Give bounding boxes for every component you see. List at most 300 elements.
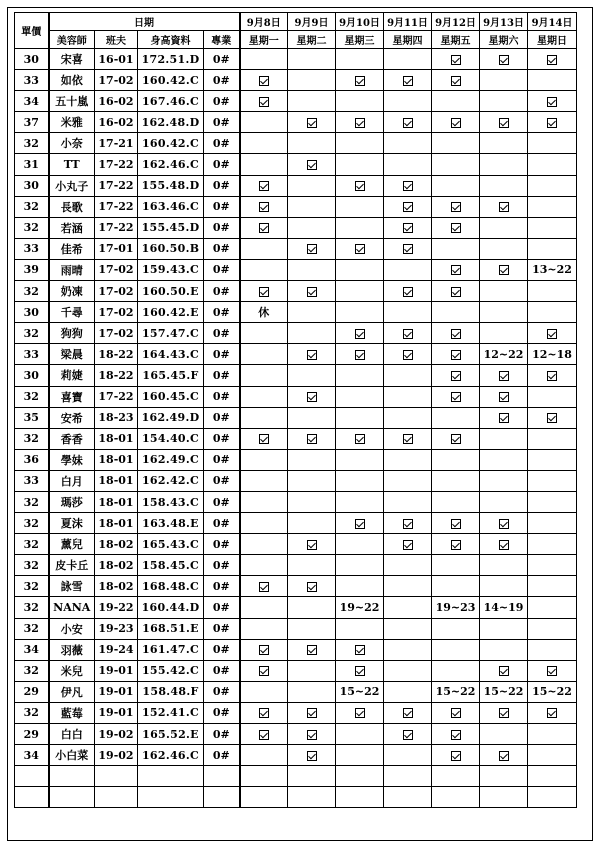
table-row [15,217,577,238]
profile-cell: 157.47.C [138,323,204,344]
price-cell: 32 [15,660,49,681]
day-cell [432,49,480,70]
day-cell [288,449,336,470]
specialty-cell: 0# [204,302,240,323]
price-cell: 30 [15,365,49,386]
table-row [15,323,577,344]
specialty-cell: 0# [204,217,240,238]
day-cell [240,70,288,91]
day-cell [240,281,288,302]
empty-cell [384,787,432,808]
day-cell [432,217,480,238]
price-cell: 30 [15,175,49,196]
day-cell [480,281,528,302]
day-cell [480,470,528,491]
beautician-cell: 學妹 [49,449,95,470]
day-cell [432,365,480,386]
day-cell [336,112,384,133]
profile-cell: 165.52.E [138,724,204,745]
day-cell [528,702,577,723]
day-cell [384,660,432,681]
checkbox-checked-icon [307,160,317,170]
day-cell [384,386,432,407]
day-cell [288,745,336,766]
day-cell [432,344,480,365]
day-cell [480,724,528,745]
class-cell: 17-02 [95,281,138,302]
beautician-cell: 小丸子 [49,175,95,196]
day-cell: 15~22 [432,681,480,702]
day-cell: 19~23 [432,597,480,618]
price-cell: 32 [15,491,49,512]
specialty-cell: 0# [204,681,240,702]
beautician-cell: 五十嵐 [49,91,95,112]
checkbox-checked-icon [403,118,413,128]
class-cell: 18-01 [95,491,138,512]
day-cell [480,618,528,639]
checkbox-checked-icon [307,708,317,718]
checkbox-checked-icon [499,666,509,676]
checkbox-checked-icon [355,434,365,444]
header-row-weekdays [15,31,577,49]
checkbox-checked-icon [259,287,269,297]
table-row [15,576,577,597]
day-cell [480,49,528,70]
beautician-cell: 奶凍 [49,281,95,302]
day-cell [288,281,336,302]
day-cell [336,618,384,639]
table-row [15,724,577,745]
table-row [15,154,577,175]
checkbox-checked-icon [403,434,413,444]
day-cell [240,470,288,491]
day-cell: 14~19 [480,597,528,618]
price-cell: 36 [15,449,49,470]
day-cell [240,618,288,639]
day-cell [336,91,384,112]
day-cell: 13~22 [528,259,577,280]
specialty-cell: 0# [204,639,240,660]
day-cell [480,238,528,259]
table-row [15,196,577,217]
checkbox-checked-icon [355,708,365,718]
beautician-cell: 香香 [49,428,95,449]
day-cell [432,154,480,175]
checkbox-checked-icon [259,181,269,191]
checkbox-checked-icon [307,540,317,550]
checkbox-checked-icon [451,118,461,128]
specialty-cell: 0# [204,323,240,344]
day-cell [384,91,432,112]
day-cell [384,365,432,386]
day-cell [432,702,480,723]
day-cell [336,702,384,723]
checkbox-checked-icon [259,730,269,740]
day-cell [528,407,577,428]
checkbox-checked-icon [547,97,557,107]
class-cell: 16-02 [95,91,138,112]
day-cell [240,154,288,175]
day-cell: 15~22 [528,681,577,702]
price-cell: 32 [15,534,49,555]
day-cell [528,555,577,576]
day-cell [384,555,432,576]
empty-cell [432,766,480,787]
day-cell [336,534,384,555]
day-cell [336,386,384,407]
day-cell [432,555,480,576]
specialty-cell: 0# [204,513,240,534]
specialty-cell: 0# [204,49,240,70]
day-cell [240,724,288,745]
empty-cell [95,766,138,787]
checkbox-checked-icon [259,666,269,676]
checkbox-checked-icon [355,519,365,529]
beautician-cell: 皮卡丘 [49,555,95,576]
price-cell: 34 [15,639,49,660]
day-cell [336,281,384,302]
checkbox-checked-icon [499,392,509,402]
price-cell: 32 [15,618,49,639]
empty-cell [288,766,336,787]
class-cell: 17-22 [95,217,138,238]
day-cell [240,513,288,534]
day-cell [240,217,288,238]
checkbox-checked-icon [403,181,413,191]
day-cell [336,154,384,175]
price-cell: 37 [15,112,49,133]
day-cell [240,49,288,70]
empty-cell [336,787,384,808]
day-cell [528,49,577,70]
beautician-cell: 白白 [49,724,95,745]
checkbox-checked-icon [355,181,365,191]
price-cell: 32 [15,513,49,534]
specialty-cell: 0# [204,618,240,639]
checkbox-checked-icon [307,645,317,655]
profile-cell: 168.48.C [138,576,204,597]
class-cell: 18-01 [95,428,138,449]
table-row [15,365,577,386]
checkbox-checked-icon [547,329,557,339]
day-cell [528,196,577,217]
specialty-cell: 0# [204,745,240,766]
day-cell [288,639,336,660]
profile-cell: 167.46.C [138,91,204,112]
day-cell [384,639,432,660]
profile-cell: 162.42.C [138,470,204,491]
price-cell: 33 [15,344,49,365]
day-cell [336,344,384,365]
checkbox-checked-icon [307,392,317,402]
day-cell [240,597,288,618]
checkbox-checked-icon [403,350,413,360]
class-cell: 17-22 [95,386,138,407]
table-row [15,618,577,639]
table-row [15,238,577,259]
day-cell [432,724,480,745]
beautician-cell: 莉婕 [49,365,95,386]
empty-cell [432,787,480,808]
day-cell [528,217,577,238]
beautician-header: 美容師 [49,31,95,49]
day-cell [384,618,432,639]
day-cell [432,302,480,323]
date-col: 9月12日 [432,13,480,31]
price-cell: 30 [15,49,49,70]
day-cell [288,428,336,449]
checkbox-checked-icon [547,371,557,381]
price-cell: 30 [15,302,49,323]
weekday-col-sunday: 星期日 [528,31,577,49]
specialty-header: 專業 [204,31,240,49]
day-cell [480,428,528,449]
day-cell [480,513,528,534]
day-cell [528,70,577,91]
table-row [15,702,577,723]
day-cell [240,449,288,470]
profile-cell: 162.49.C [138,449,204,470]
day-cell [480,639,528,660]
empty-cell [384,766,432,787]
day-cell [288,302,336,323]
empty-cell [204,787,240,808]
empty-cell [240,787,288,808]
day-cell [240,259,288,280]
beautician-cell: 瑪莎 [49,491,95,512]
day-cell [528,597,577,618]
day-cell [384,449,432,470]
checkbox-checked-icon [355,118,365,128]
empty-cell [204,766,240,787]
specialty-cell: 0# [204,386,240,407]
day-cell [336,724,384,745]
empty-cell [528,787,577,808]
day-cell [336,217,384,238]
checkbox-checked-icon [451,730,461,740]
price-cell: 31 [15,154,49,175]
table-row [15,597,577,618]
day-cell [384,576,432,597]
profile-header: 身高資料 [138,31,204,49]
specialty-cell: 0# [204,259,240,280]
table-row [15,259,577,280]
checkbox-checked-icon [499,265,509,275]
day-cell [480,323,528,344]
profile-cell: 160.44.D [138,597,204,618]
checkbox-checked-icon [451,202,461,212]
checkbox-checked-icon [499,55,509,65]
price-cell: 33 [15,70,49,91]
specialty-cell: 0# [204,70,240,91]
day-cell [528,91,577,112]
class-cell: 17-01 [95,238,138,259]
class-cell: 18-02 [95,534,138,555]
empty-cell [288,787,336,808]
day-cell [528,449,577,470]
day-cell [288,112,336,133]
day-cell [528,365,577,386]
day-cell [432,449,480,470]
day-cell [240,702,288,723]
class-cell: 17-02 [95,259,138,280]
beautician-cell: 宋喜 [49,49,95,70]
day-cell [240,745,288,766]
profile-cell: 168.51.E [138,618,204,639]
table-row [15,745,577,766]
empty-cell [528,766,577,787]
day-cell [480,217,528,238]
day-cell [384,745,432,766]
class-cell: 19-02 [95,745,138,766]
specialty-cell: 0# [204,91,240,112]
checkbox-checked-icon [451,350,461,360]
profile-cell: 155.42.C [138,660,204,681]
checkbox-checked-icon [307,350,317,360]
day-cell [384,175,432,196]
day-cell [528,639,577,660]
profile-cell: 152.41.C [138,702,204,723]
table-row [15,386,577,407]
checkbox-checked-icon [451,540,461,550]
day-cell [336,323,384,344]
day-cell [432,428,480,449]
checkbox-checked-icon [259,76,269,86]
day-cell [288,513,336,534]
beautician-cell: TT [49,154,95,175]
table-row [15,133,577,154]
day-cell [432,639,480,660]
day-cell [288,555,336,576]
day-cell [432,281,480,302]
checkbox-checked-icon [403,202,413,212]
empty-cell [336,766,384,787]
checkbox-checked-icon [403,223,413,233]
class-cell: 18-23 [95,407,138,428]
table-row [15,175,577,196]
day-cell [336,175,384,196]
profile-cell: 160.50.B [138,238,204,259]
beautician-cell: 小奈 [49,133,95,154]
beautician-cell: 狗狗 [49,323,95,344]
checkbox-checked-icon [547,666,557,676]
checkbox-checked-icon [403,519,413,529]
checkbox-checked-icon [307,287,317,297]
day-cell [384,344,432,365]
day-cell [528,133,577,154]
day-cell [432,534,480,555]
day-cell [480,745,528,766]
price-cell: 39 [15,259,49,280]
day-cell [480,660,528,681]
date-col: 9月10日 [336,13,384,31]
day-cell [480,702,528,723]
day-cell [240,238,288,259]
checkbox-checked-icon [259,582,269,592]
checkbox-checked-icon [451,76,461,86]
price-cell: 32 [15,196,49,217]
weekday-col: 星期二 [288,31,336,49]
day-cell [384,428,432,449]
date-header: 日期 [49,13,240,31]
empty-row [15,787,577,808]
day-cell [528,534,577,555]
day-cell [480,259,528,280]
profile-cell: 160.42.C [138,70,204,91]
day-cell [528,724,577,745]
checkbox-checked-icon [403,730,413,740]
day-cell [288,70,336,91]
checkbox-checked-icon [403,244,413,254]
day-cell [240,555,288,576]
specialty-cell: 0# [204,724,240,745]
day-cell [336,639,384,660]
table-row [15,491,577,512]
day-cell [240,534,288,555]
day-cell [384,407,432,428]
checkbox-checked-icon [451,265,461,275]
day-cell [480,491,528,512]
weekday-col-saturday: 星期六 [480,31,528,49]
day-cell [384,49,432,70]
day-cell [288,534,336,555]
day-cell [336,133,384,154]
weekday-col: 星期三 [336,31,384,49]
day-cell [288,154,336,175]
beautician-cell: 若涵 [49,217,95,238]
price-cell: 32 [15,428,49,449]
checkbox-checked-icon [307,118,317,128]
checkbox-checked-icon [547,118,557,128]
table-row [15,281,577,302]
day-cell [528,112,577,133]
day-cell [480,91,528,112]
profile-cell: 155.48.D [138,175,204,196]
day-cell [528,323,577,344]
beautician-cell: 夏沫 [49,513,95,534]
beautician-cell: 小白菜 [49,745,95,766]
day-cell [288,365,336,386]
day-cell [432,259,480,280]
day-cell [528,428,577,449]
checkbox-checked-icon [451,55,461,65]
day-cell [528,175,577,196]
table-row [15,344,577,365]
day-cell [336,491,384,512]
beautician-cell: 米雅 [49,112,95,133]
day-cell [528,470,577,491]
profile-cell: 162.46.C [138,745,204,766]
table-row [15,112,577,133]
schedule-body [15,49,577,808]
day-cell [336,365,384,386]
table-row [15,49,577,70]
day-cell [528,513,577,534]
day-cell [240,681,288,702]
empty-cell [95,787,138,808]
price-cell: 33 [15,238,49,259]
table-row [15,407,577,428]
price-cell: 32 [15,702,49,723]
class-cell: 19-02 [95,724,138,745]
empty-cell [49,766,95,787]
day-cell [432,513,480,534]
day-cell [384,133,432,154]
day-cell [240,112,288,133]
day-cell [288,259,336,280]
day-cell [240,196,288,217]
day-cell [432,745,480,766]
